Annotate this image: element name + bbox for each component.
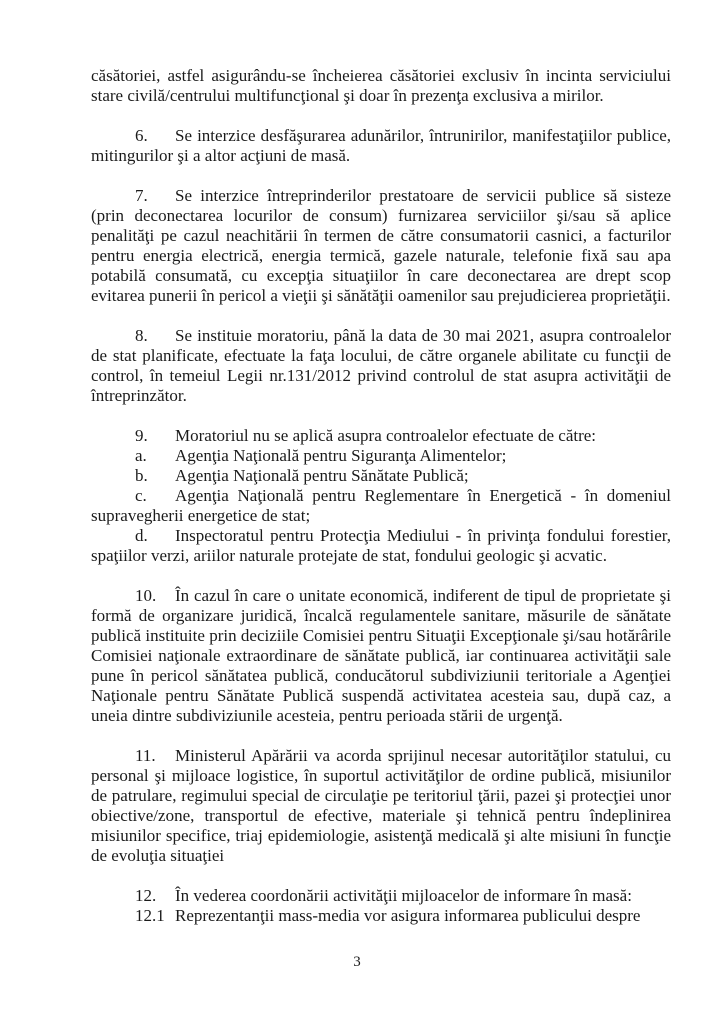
paragraph-number: 12. — [135, 886, 157, 905]
list-item-c — [91, 486, 671, 526]
paragraph-number: 11. — [135, 746, 156, 765]
list-item-text: Agenţia Naţională pentru Sănătate Publică; — [175, 466, 469, 485]
list-item-text: Inspectoratul pentru Protecţia Mediului - în privinţa fondului forestier, spaţiilor verzi, ariilor naturale protejate de stat, fondului geologic şi acvatic. — [91, 526, 671, 565]
paragraph-number: 6. — [135, 126, 148, 145]
paragraph-8 — [91, 326, 671, 406]
paragraph-6 — [91, 126, 671, 166]
list-item-b — [91, 466, 671, 486]
list-item-letter: b. — [135, 466, 148, 485]
list-item-letter: c. — [135, 486, 147, 505]
page-number: 3 — [353, 954, 361, 970]
paragraph-text: În vederea coordonării activităţii mijloacelor de informare în masă: — [175, 886, 632, 905]
list-item-letter: d. — [135, 526, 148, 545]
paragraph-number: 10. — [135, 586, 157, 605]
list-item-letter: a. — [135, 446, 147, 465]
paragraph-continuation — [91, 66, 671, 106]
paragraph-number: 9. — [135, 426, 148, 445]
paragraph-7 — [91, 186, 671, 306]
paragraph-text: Se interzice desfăşurarea adunărilor, întrunirilor, manifestaţiilor publice, mitingurilor şi a altor acţiuni de masă. — [91, 126, 671, 165]
paragraph-text: Moratoriul nu se aplică asupra controalelor efectuate de către: — [175, 426, 597, 445]
paragraph-text: Reprezentanţii mass-media vor asigura informarea publicului despre — [175, 906, 641, 925]
paragraph-9 — [91, 426, 671, 446]
paragraph-number: 12.1 — [135, 906, 165, 925]
paragraph-text: Se interzice întreprinderilor prestatoare de servicii publice să sisteze (prin deconectarea locurilor de consum) furnizarea serviciilor şi/sau să aplice penalităţi pe cazul neachitării în termen de către consumatorii casnici, a facturilor pentru energia electrică, energia termică, gazele naturale, telefonie fixă sau apa potabilă consumată, cu excepţia situaţiilor în care deconectarea are drept scop evitarea punerii în pericol a vieţii şi sănătăţii oamenilor sau prejudicierea proprietăţii. — [91, 186, 671, 305]
paragraph-10 — [91, 586, 671, 726]
paragraph-text: căsătoriei, astfel asigurându-se încheierea căsătoriei exclusiv în incinta serviciului stare civilă/centrului multifuncţional şi doar în prezenţa exclusiva a mirilor. — [91, 66, 671, 105]
paragraph-text: În cazul în care o unitate economică, indiferent de tipul de proprietate şi formă de organizare juridică, încalcă regulamentele sanitare, măsurile de sănătate publică instituite prin deciziile Comisiei pentru Situaţii Excepţionale şi/sau hotărârile Comisiei naţionale extraordinare de sănătate publică, iar continuarea activităţii sale pune în pericol sănătatea publică, conducătorul subdiviziunii teritoriale a Agenţiei Naţionale pentru Sănătate Publică suspendă activitatea acesteia sau, după caz, a uneia dintre subdiviziunile acesteia, pentru perioada stării de urgenţă. — [91, 586, 671, 725]
list-item-text: Agenţia Naţională pentru Reglementare în Energetică - în domeniul supravegherii energetice de stat; — [91, 486, 671, 525]
list-item-d — [91, 526, 671, 566]
paragraph-number: 8. — [135, 326, 148, 345]
list-item-a — [91, 446, 671, 466]
paragraph-number: 7. — [135, 186, 148, 205]
paragraph-12-1 — [91, 906, 671, 926]
paragraph-12 — [91, 886, 671, 906]
paragraph-text: Ministerul Apărării va acorda sprijinul necesar autorităţilor statului, cu personal şi mijloace logistice, în suportul activităţilor de ordine publică, misiunilor de patrulare, regimului special de circulaţie pe teritoriul ţării, pazei şi protecţiei unor obiective/zone, transportul de efective, materiale şi tehnică pentru îndeplinirea misiunilor specifice, triaj epidemiologie, asistenţă medicală şi alte misiuni în funcţie de evoluţia situaţiei — [91, 746, 671, 865]
paragraph-text: Se instituie moratoriu, până la data de 30 mai 2021, asupra controalelor de stat planificate, efectuate la faţa locului, de către organele abilitate cu funcţii de control, în temeiul Legii nr.131/2012 privind controlul de stat asupra activităţii de întreprinzător. — [91, 326, 671, 405]
paragraph-11 — [91, 746, 671, 866]
list-item-text: Agenţia Naţională pentru Siguranţa Alimentelor; — [175, 446, 507, 465]
